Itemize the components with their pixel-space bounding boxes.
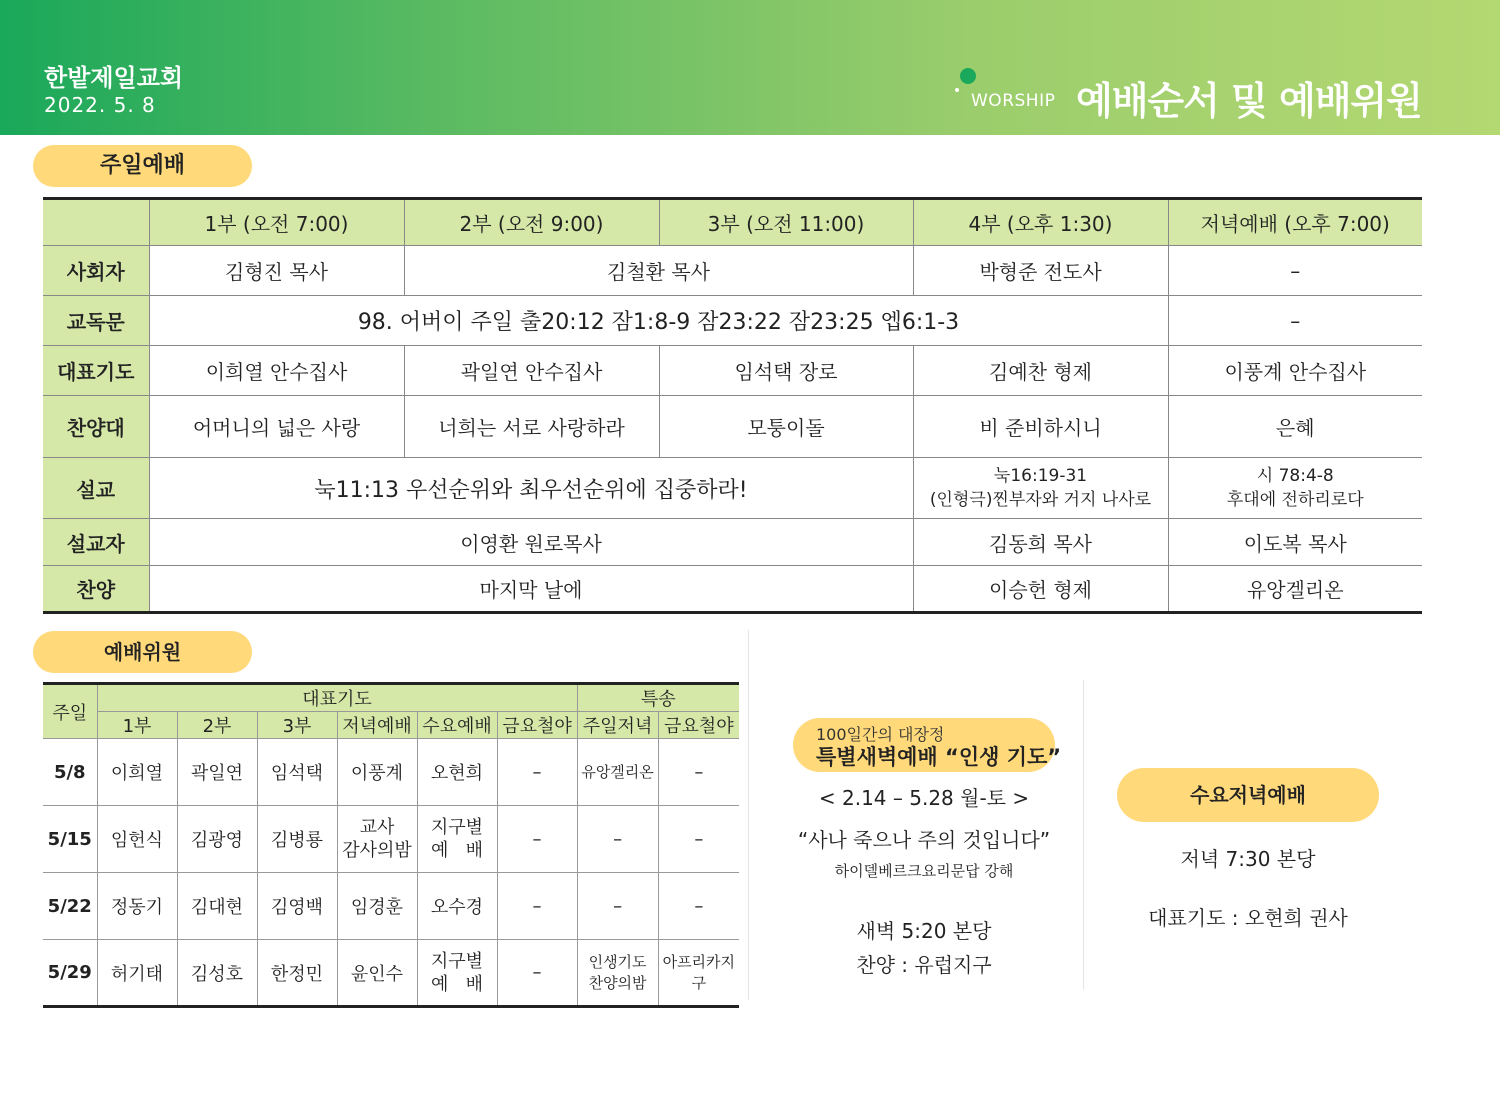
table-row [43,739,739,806]
cell: – [1168,296,1422,346]
row-label-hymn: 찬양 [43,566,149,613]
worship-members-label: 예배위원 [33,631,252,673]
cell-line: 감사의밤 [342,840,412,861]
wednesday-prayer: 대표기도 : 오현희 권사 [1148,906,1348,930]
cell: 이풍계 [337,739,417,806]
cell [417,806,497,873]
week-date: 5/15 [43,806,97,873]
cell: 이희열 [97,739,177,806]
dawn-theme: “사나 죽으나 주의 것입니다” [797,828,1051,852]
cell: – [497,739,577,806]
cell: 어머니의 넓은 사랑 [149,396,404,458]
cell-line: 예 배 [431,840,483,861]
cell: 김병룡 [257,806,337,873]
cell: 김예찬 형제 [913,346,1168,396]
cell: – [658,739,739,806]
worship-label: WORSHIP [971,91,1056,111]
cell: – [577,873,658,940]
cell: – [497,940,577,1007]
cell: 이승헌 형제 [913,566,1168,613]
col-head: 1부 [97,712,177,739]
col-group-special: 특송 [577,684,739,712]
sunday-worship-label: 주일예배 [33,145,252,187]
cell: 이풍계 안수집사 [1168,346,1422,396]
cell: 윤인수 [337,940,417,1007]
cell: 눅11:13 우선순위와 최우선순위에 집중하라! [149,458,913,519]
table-row [43,458,1422,519]
table-corner [43,199,149,246]
cell: 임헌식 [97,806,177,873]
cell-line: 예 배 [431,973,483,995]
cell-line: 교사 [359,817,395,838]
col-head: 저녁예배 [337,712,417,739]
col-group-prayer: 대표기도 [97,684,577,712]
col-head: 금요철야 [658,712,739,739]
cell: 김동희 목사 [913,519,1168,566]
col-head: 금요철야 [497,712,577,739]
small-dot-icon [955,88,959,92]
cell: 오수경 [417,873,497,940]
cell: 임석택 [257,739,337,806]
col-week: 주일 [43,684,97,739]
cell: 유앙겔리온 [1168,566,1422,613]
row-label-reading: 교독문 [43,296,149,346]
cell: 임석택 장로 [659,346,913,396]
cell-line: 인생기도 [588,952,647,971]
dot-icon [960,68,976,84]
cell: 은혜 [1168,396,1422,458]
dawn-note: 하이델베르크요리문답 강해 [834,862,1014,880]
cell: – [577,806,658,873]
cell: 모퉁이돌 [659,396,913,458]
row-label-choir: 찬양대 [43,396,149,458]
cell: 김영백 [257,873,337,940]
col-service-1: 1부 (오전 7:00) [149,199,404,246]
cell: 유앙겔리온 [577,739,658,806]
table-row [43,246,1422,296]
cell-line: 후대에 전하리로다 [1226,490,1364,510]
sunday-worship-table [43,197,1422,614]
cell-line: 지구별 [430,950,484,972]
week-date: 5/29 [43,940,97,1007]
wednesday-time: 저녁 7:30 본당 [1180,847,1316,871]
col-evening: 저녁예배 (오후 7:00) [1168,199,1422,246]
worship-members-table [43,682,739,1008]
cell-line: 시 78:4-8 [1256,466,1334,486]
cell: – [1168,246,1422,296]
cell: 너희는 서로 사랑하라 [404,396,659,458]
row-label-preacher: 설교자 [43,519,149,566]
wednesday-worship-badge: 수요저녁예배 [1117,768,1379,822]
week-date: 5/22 [43,873,97,940]
table-row [43,296,1422,346]
cell-line: 눅16:19-31 [993,466,1088,486]
cell: – [658,806,739,873]
cell: 임경훈 [337,873,417,940]
cell-line: 지구별 [430,817,484,838]
header-banner [0,0,1500,135]
cell: 김성호 [177,940,257,1007]
col-service-3: 3부 (오전 11:00) [659,199,913,246]
cell-line: 찬양의밤 [588,973,647,992]
table-row [43,873,739,940]
week-date: 5/8 [43,739,97,806]
cell: 마지막 날에 [149,566,913,613]
cell: 허기태 [97,940,177,1007]
table-row [43,346,1422,396]
church-name: 한밭제일교회 [44,64,184,92]
cell [1168,458,1422,519]
cell: 아프리카지구 [658,940,739,1007]
cell: 김철환 목사 [404,246,913,296]
table-row [43,566,1422,613]
cell [337,806,417,873]
cell: 곽일연 [177,739,257,806]
table-row [43,940,739,1007]
row-label-sermon: 설교 [43,458,149,519]
dawn-time: 새벽 5:20 본당 [856,919,992,943]
table-row [43,519,1422,566]
table-row [43,396,1422,458]
col-head: 주일저녁 [577,712,658,739]
cell: 정동기 [97,873,177,940]
bulletin-date: 2022. 5. 8 [44,93,156,117]
cell: – [497,873,577,940]
cell: 김형진 목사 [149,246,404,296]
cell: 한정민 [257,940,337,1007]
dawn-title: 특별새벽예배 “인생 기도” [816,745,1062,769]
dawn-subtitle: 100일간의 대장정 [816,725,945,744]
cell: 비 준비하시니 [913,396,1168,458]
cell: 김대현 [177,873,257,940]
col-head: 수요예배 [417,712,497,739]
cell [417,940,497,1007]
cell [577,940,658,1007]
cell: 이도복 목사 [1168,519,1422,566]
row-label-leader: 사회자 [43,246,149,296]
cell: – [497,806,577,873]
col-head: 3부 [257,712,337,739]
divider [1083,680,1084,990]
table-row [43,806,739,873]
divider [748,630,749,1000]
page-title: 예배순서 및 예배위원 [1076,79,1422,123]
cell: 98. 어버이 주일 출20:12 잠1:8-9 잠23:22 잠23:25 엡6:1-3 [149,296,1168,346]
cell: 이희열 안수집사 [149,346,404,396]
row-label-prayer: 대표기도 [43,346,149,396]
cell-line: (인형극)찐부자와 거지 나사로 [929,490,1152,510]
dawn-hymn: 찬양 : 유럽지구 [856,953,992,977]
cell [913,458,1168,519]
col-service-2: 2부 (오전 9:00) [404,199,659,246]
col-service-4: 4부 (오후 1:30) [913,199,1168,246]
col-head: 2부 [177,712,257,739]
cell: 박형준 전도사 [913,246,1168,296]
cell: 이영환 원로목사 [149,519,913,566]
cell: 곽일연 안수집사 [404,346,659,396]
cell: 오현희 [417,739,497,806]
cell: – [658,873,739,940]
cell: 김광영 [177,806,257,873]
dawn-period: < 2.14 – 5.28 월-토 > [818,786,1030,810]
